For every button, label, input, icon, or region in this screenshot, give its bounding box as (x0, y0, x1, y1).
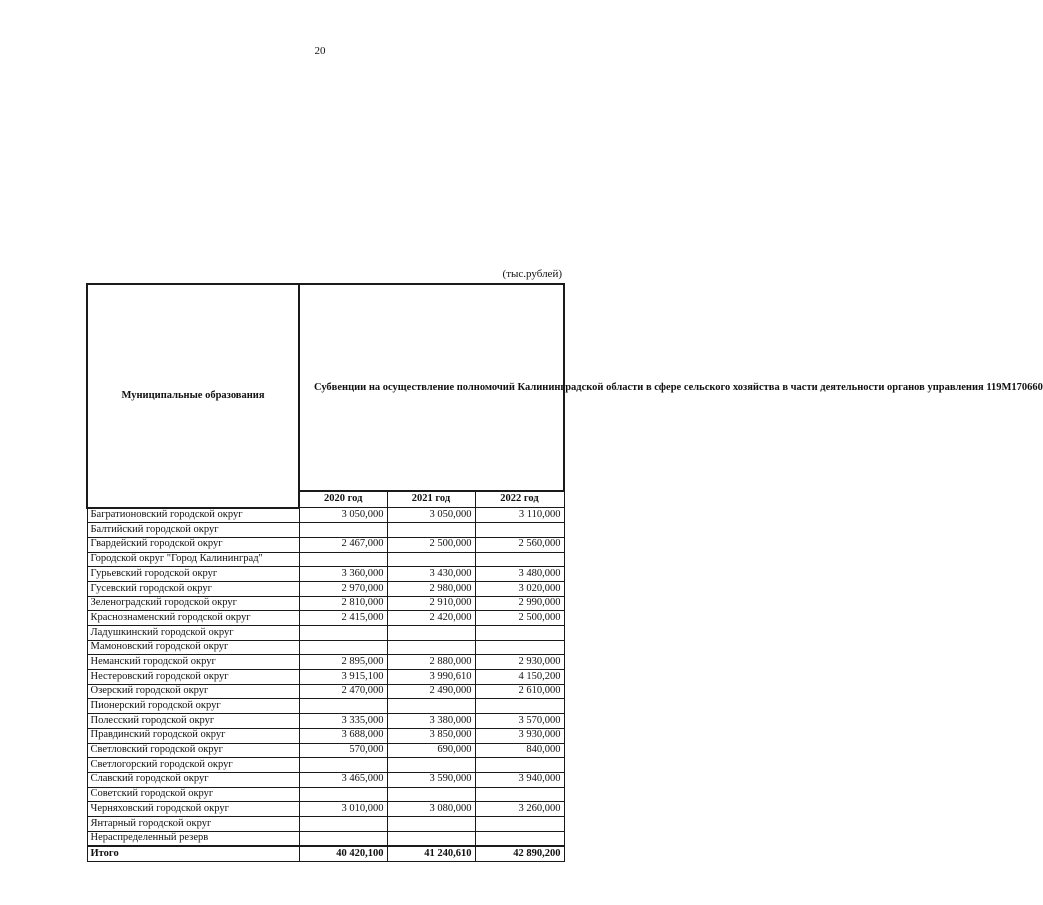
municipality-name: Озерский городской округ (87, 684, 299, 699)
value-2022 (475, 626, 564, 641)
value-2020: 570,000 (299, 743, 387, 758)
value-2021: 3 850,000 (387, 728, 475, 743)
value-2020: 2 970,000 (299, 581, 387, 596)
total-2020: 40 420,100 (299, 846, 387, 862)
value-2021 (387, 626, 475, 641)
value-2021 (387, 831, 475, 846)
table-row (87, 743, 564, 758)
municipality-name: Советский городской округ (87, 787, 299, 802)
value-2020 (299, 831, 387, 846)
value-2020 (299, 816, 387, 831)
value-2021: 2 910,000 (387, 596, 475, 611)
municipality-name: Ладушкинский городской округ (87, 626, 299, 641)
value-2022: 840,000 (475, 743, 564, 758)
value-2020: 3 010,000 (299, 802, 387, 817)
table-row (87, 596, 564, 611)
value-2020 (299, 787, 387, 802)
value-2021 (387, 787, 475, 802)
value-2020: 2 810,000 (299, 596, 387, 611)
value-2021: 2 980,000 (387, 581, 475, 596)
value-2020 (299, 552, 387, 567)
table-row (87, 670, 564, 685)
value-2022: 2 610,000 (475, 684, 564, 699)
municipality-name: Багратионовский городской округ (87, 508, 299, 523)
table-row (87, 523, 564, 538)
value-2022: 4 150,200 (475, 670, 564, 685)
value-2022 (475, 699, 564, 714)
table-row (87, 626, 564, 641)
municipality-name: Светлогорский городской округ (87, 758, 299, 773)
municipality-name: Гвардейский городской округ (87, 537, 299, 552)
value-2021: 2 420,000 (387, 611, 475, 626)
value-2021: 3 590,000 (387, 772, 475, 787)
value-2020: 2 467,000 (299, 537, 387, 552)
municipalities-header: Муниципальные образования (87, 284, 299, 508)
value-2021: 690,000 (387, 743, 475, 758)
value-2021: 2 500,000 (387, 537, 475, 552)
municipality-name: Краснознаменский городской округ (87, 611, 299, 626)
value-2021 (387, 523, 475, 538)
value-2020 (299, 758, 387, 773)
value-2022: 3 930,000 (475, 728, 564, 743)
municipality-name: Гурьевский городской округ (87, 567, 299, 582)
year-header-2021: 2021 год (387, 491, 475, 508)
value-2020: 2 895,000 (299, 655, 387, 670)
value-2021 (387, 699, 475, 714)
value-2022 (475, 552, 564, 567)
value-2022: 3 020,000 (475, 581, 564, 596)
year-header-2020: 2020 год (299, 491, 387, 508)
table-row (87, 714, 564, 729)
value-2020: 2 470,000 (299, 684, 387, 699)
table-row (87, 772, 564, 787)
municipality-name: Нестеровский городской округ (87, 670, 299, 685)
value-2021: 3 050,000 (387, 508, 475, 523)
subvention-table (86, 283, 1043, 862)
value-2022 (475, 831, 564, 846)
value-2022: 2 990,000 (475, 596, 564, 611)
table-row (87, 758, 564, 773)
units-label: (тыс.рублей) (502, 268, 562, 280)
municipality-name: Зеленоградский городской округ (87, 596, 299, 611)
total-row (87, 846, 564, 862)
table-row (87, 552, 564, 567)
municipality-name: Светловский городской округ (87, 743, 299, 758)
value-2020: 3 050,000 (299, 508, 387, 523)
value-2020: 3 915,100 (299, 670, 387, 685)
table-row (87, 537, 564, 552)
value-2022 (475, 816, 564, 831)
value-2022: 3 570,000 (475, 714, 564, 729)
table-row (87, 581, 564, 596)
value-2022: 2 560,000 (475, 537, 564, 552)
value-2020: 3 465,000 (299, 772, 387, 787)
value-2021: 2 490,000 (387, 684, 475, 699)
table-row (87, 640, 564, 655)
value-2022 (475, 787, 564, 802)
municipality-name: Гусевский городской округ (87, 581, 299, 596)
municipality-name: Городской округ "Город Калининград" (87, 552, 299, 567)
year-header-2022: 2022 год (475, 491, 564, 508)
value-2020: 3 360,000 (299, 567, 387, 582)
municipality-name: Нераспределенный резерв (87, 831, 299, 846)
subvention-header: Субвенции на осуществление полномочий Калининградской области в сфере сельского хозяйства в части деятельности органов управления 119М170660 (299, 284, 564, 491)
table-row (87, 567, 564, 582)
municipality-name: Пионерский городской округ (87, 699, 299, 714)
page-number: 20 (314, 45, 326, 57)
value-2022 (475, 523, 564, 538)
table-row (87, 787, 564, 802)
table-row (87, 802, 564, 817)
municipality-name: Балтийский городской округ (87, 523, 299, 538)
table-row (87, 655, 564, 670)
table-body (87, 508, 564, 847)
municipality-name: Мамоновский городской округ (87, 640, 299, 655)
table-row (87, 816, 564, 831)
value-2021 (387, 552, 475, 567)
value-2020: 3 335,000 (299, 714, 387, 729)
table-row (87, 508, 564, 523)
value-2021: 3 430,000 (387, 567, 475, 582)
total-2022: 42 890,200 (475, 846, 564, 862)
table-row (87, 831, 564, 846)
value-2021 (387, 640, 475, 655)
total-label: Итого (87, 846, 299, 862)
value-2020 (299, 523, 387, 538)
value-2021: 3 080,000 (387, 802, 475, 817)
municipality-name: Черняховский городской округ (87, 802, 299, 817)
table-row (87, 684, 564, 699)
value-2020 (299, 626, 387, 641)
value-2022 (475, 640, 564, 655)
municipality-name: Славский городской округ (87, 772, 299, 787)
value-2022: 3 940,000 (475, 772, 564, 787)
municipality-name: Полесский городской округ (87, 714, 299, 729)
value-2022 (475, 758, 564, 773)
municipality-name: Неманский городской округ (87, 655, 299, 670)
value-2021 (387, 816, 475, 831)
value-2021 (387, 758, 475, 773)
value-2022: 2 500,000 (475, 611, 564, 626)
value-2020 (299, 640, 387, 655)
table-row (87, 699, 564, 714)
value-2021: 2 880,000 (387, 655, 475, 670)
value-2022: 3 260,000 (475, 802, 564, 817)
value-2021: 3 990,610 (387, 670, 475, 685)
value-2020: 2 415,000 (299, 611, 387, 626)
total-2021: 41 240,610 (387, 846, 475, 862)
value-2020: 3 688,000 (299, 728, 387, 743)
value-2021: 3 380,000 (387, 714, 475, 729)
value-2022: 3 480,000 (475, 567, 564, 582)
municipality-name: Правдинский городской округ (87, 728, 299, 743)
value-2022: 2 930,000 (475, 655, 564, 670)
table-row (87, 611, 564, 626)
municipality-name: Янтарный городской округ (87, 816, 299, 831)
value-2022: 3 110,000 (475, 508, 564, 523)
value-2020 (299, 699, 387, 714)
table-row (87, 728, 564, 743)
